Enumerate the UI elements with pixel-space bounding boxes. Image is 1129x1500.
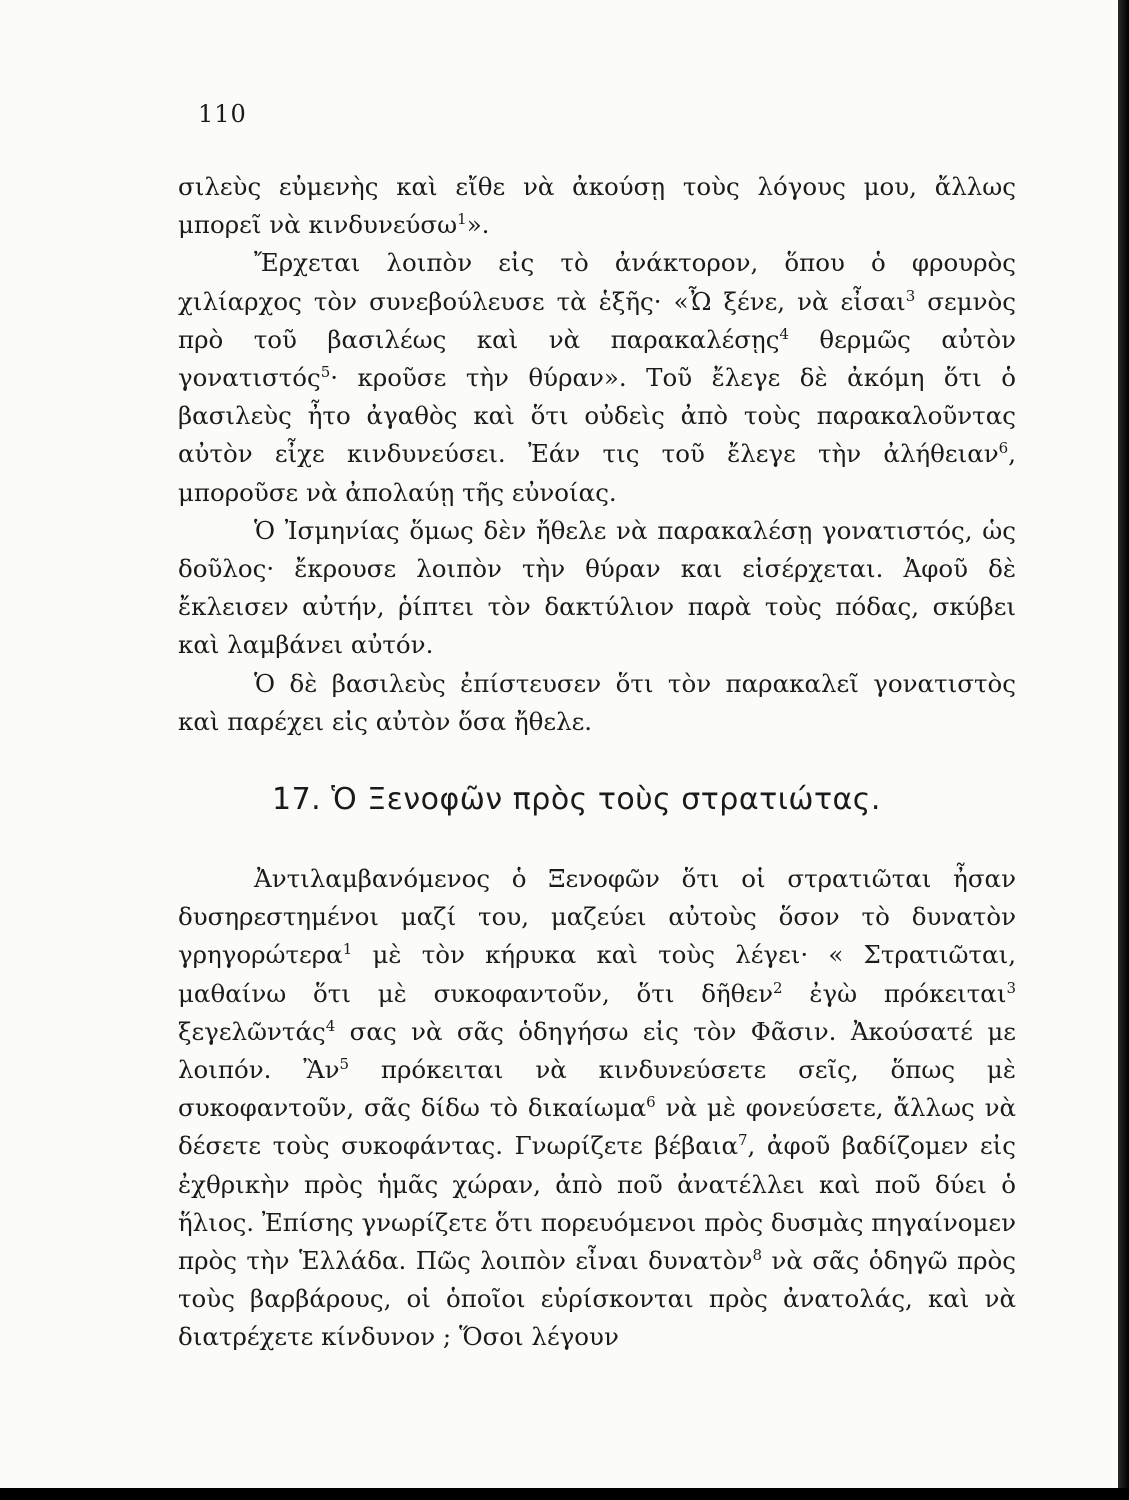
text-run: Ἔρχεται λοιπὸν εἰς τὸ ἀνάκτορον, ὅπου ὁ φρουρὸς χιλίαρχος τὸν συνεβούλευσε τὰ ἑξῆς· «Ὦ ξένε, νὰ εἶσαι — [178, 248, 1016, 316]
paragraph — [178, 860, 1016, 1357]
text-run: , μποροῦσε νὰ ἀπολαύῃ τῆς εὐνοίας. — [178, 439, 1016, 507]
paragraph — [178, 512, 1016, 665]
footnote-marker: 1 — [457, 210, 467, 229]
footnote-marker: 3 — [1006, 978, 1016, 997]
footnote-marker: 5 — [320, 363, 331, 382]
text-run: ». — [466, 210, 490, 240]
footnote-marker: 2 — [772, 978, 783, 997]
text-run: νὰ μὲ φονεύσετε, ἄλλως νὰ δέσετε τοὺς συκοφάντας. Γνωρίζετε βέβαια — [178, 1093, 1017, 1161]
paragraph-continuation — [178, 168, 1016, 244]
text-run: Ἀντιλαμβανόμενος ὁ Ξενοφῶν ὅτι οἱ στρατιῶται ἦσαν δυσηρεστημένοι μαζί του, μαζεύει αὐτοὺς ὅσον τὸ δυνατὸν γρηγορώτερα — [178, 864, 1016, 970]
paragraph — [178, 665, 1016, 741]
text-run: ἐγὼ πρόκειται — [782, 978, 1007, 1008]
text-run: θερμῶς αὐτὸν γονατιστός — [178, 324, 1016, 393]
footnote-marker: 8 — [752, 1246, 762, 1265]
paragraph — [178, 244, 1016, 511]
footnote-marker: 1 — [342, 940, 353, 959]
text-run: σας νὰ σᾶς ὁδηγήσω εἰς τὸν Φᾶσιν. Ἀκούσατέ με λοιπόν. Ἂν — [178, 1016, 1016, 1085]
text-run: · κροῦσε τὴν θύραν». Τοῦ ἔλεγε δὲ ἀκόμη ὅτι ὁ βασιλεὺς ἦτο ἀγαθὸς καὶ ὅτι οὐδεὶς ἀπὸ τοὺς παρακαλοῦντας αὐτὸν εἶχε κινδυνεύσει. Ἐάν τις τοῦ ἔλεγε τὴν ἀλήθειαν — [178, 363, 1016, 469]
text-block-bottom — [178, 860, 1016, 1357]
footnote-marker: 4 — [325, 1016, 336, 1035]
text-block-top — [178, 168, 1016, 741]
text-run: ξεγελῶντάς — [178, 1016, 326, 1046]
text-run: μὲ τὸν κήρυκα καὶ τοὺς λέγει· « Στρατιῶται, μαθαίνω ὅτι μὲ συκοφαντοῦν, ὅτι δῆθεν — [178, 940, 1016, 1008]
footnote-marker: 6 — [646, 1093, 656, 1112]
text-run: Ὁ Ἰσμηνίας ὅμως δὲν ἤθελε νὰ παρακαλέσῃ γονατιστός, ὡς δοῦλος· ἔκρουσε λοιπὸν τὴν θύραν και εἰσέρχεται. Ἀφοῦ δὲ ἔκλεισεν αὐτήν, ῥίπτει τὸν δακτύλιον παρὰ τοὺς πόδας, σκύβει καὶ λαμβάνει αὐτόν. — [178, 515, 1016, 660]
page-bottom-shadow — [0, 1488, 1129, 1500]
section-heading: 17. Ὁ Ξενοφῶν πρὸς τοὺς στρατιώτας. — [272, 782, 881, 817]
text-run: Ὁ δὲ βασιλεὺς ἐπίστευσεν ὅτι τὸν παρακαλεῖ γονατιστὸς καὶ παρέχει εἰς αὐτὸν ὅσα ἤθελε. — [178, 668, 1016, 736]
text-run: , ἀφοῦ βαδίζομεν εἰς ἐχθρικὴν πρὸς ἡμᾶς χώραν, ἀπὸ ποῦ ἀνατέλλει καὶ ποῦ δύει ὁ ἥλιος. Ἐπίσης γνωρίζετε ὅτι πορευόμενοι πρὸς δυσμὰς πηγαίνομεν πρὸς τὴν Ἑλλάδα. Πῶς λοιπὸν εἶναι δυνατὸν — [178, 1131, 1017, 1276]
page-number: 110 — [198, 100, 247, 128]
footnote-marker: 5 — [339, 1055, 350, 1074]
footnote-marker: 3 — [905, 286, 916, 305]
footnote-marker: 6 — [998, 439, 1009, 458]
footnote-marker: 7 — [738, 1131, 748, 1150]
text-run: σεμνὸς πρὸ τοῦ βασιλέως καὶ νὰ παρακαλέσῃς — [178, 286, 1016, 354]
footnote-marker: 4 — [779, 324, 789, 343]
text-run: νὰ σᾶς ὁδηγῶ πρὸς τοὺς βαρβάρους, οἱ ὁποῖοι εὑρίσκονται πρὸς ἀνατολάς, καὶ νὰ διατρέχετε κίνδυνον ; Ὅσοι λέγουν — [178, 1246, 1016, 1352]
page-edge-shadow — [1118, 0, 1129, 1500]
text-run: σιλεὺς εὐμενὴς καὶ εἴθε νὰ ἀκούσῃ τοὺς λόγους μου, ἄλλως μπορεῖ νὰ κινδυνεύσω — [178, 172, 1016, 240]
text-run: πρόκειται νὰ κινδυνεύσετε σεῖς, ὅπως μὲ συκοφαντοῦν, σᾶς δίδω τὸ δικαίωμα — [178, 1055, 1016, 1123]
